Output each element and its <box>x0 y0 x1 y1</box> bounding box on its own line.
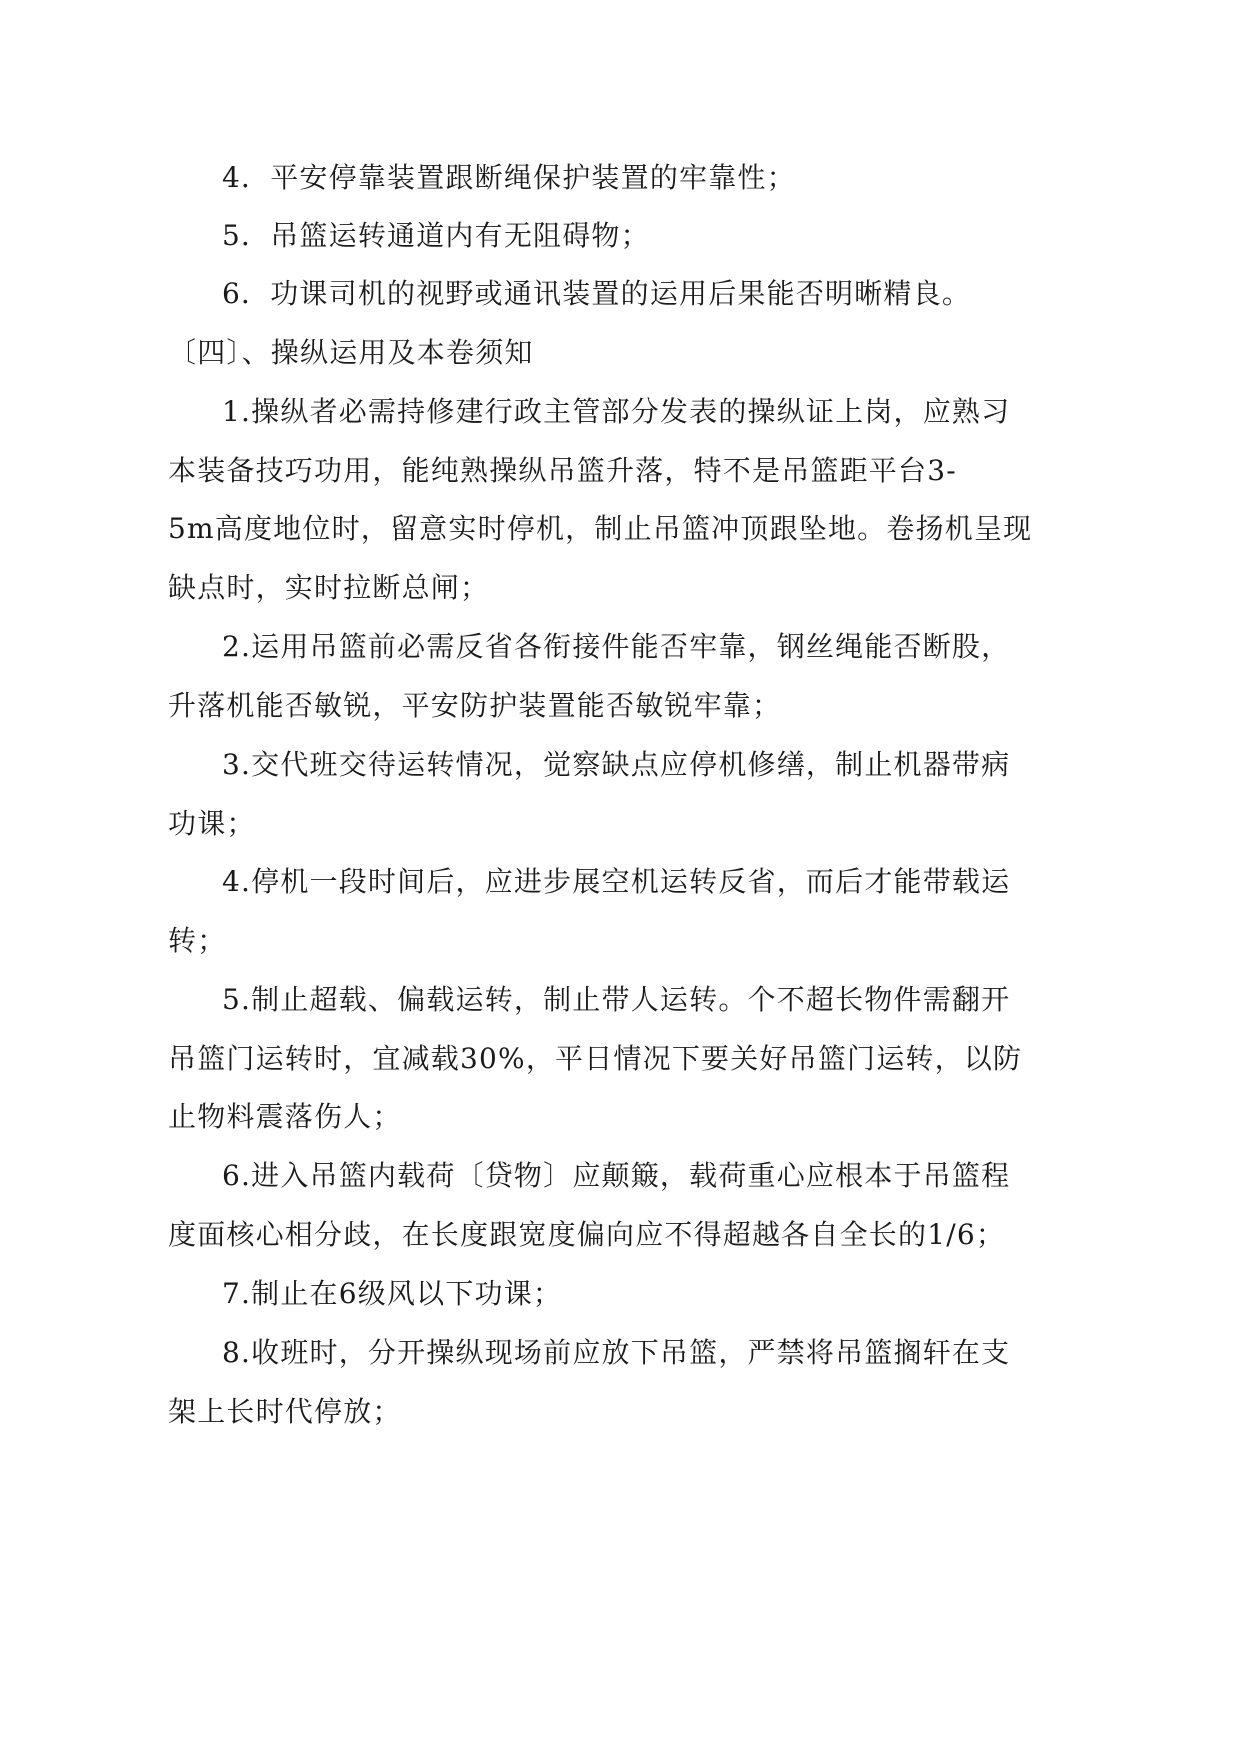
paragraph-1-line-1: 1.操纵者必需持修建行政主管部分发表的操纵证上岗，应熟习 <box>222 395 1011 428</box>
paragraph-4-line-1: 4.停机一段时间后，应进步展空机运转反省，而后才能带载运 <box>222 865 1011 898</box>
list-item-4: 4．平安停靠装置跟断绳保护装置的牢靠性； <box>222 161 796 194</box>
paragraph-8-line-2: 架上长时代停放； <box>168 1395 402 1428</box>
paragraph-5-line-2: 吊篮门运转时，宜减载30%，平日情况下要关好吊篮门运转，以防 <box>168 1042 1023 1075</box>
paragraph-1-line-3: 5m高度地位时，留意实时停机，制止吊篮冲顶跟坠地。卷扬机呈现 <box>168 512 1033 545</box>
paragraph-6-line-2: 度面核心相分歧，在长度跟宽度偏向应不得超越各自全长的1/6； <box>168 1218 1006 1251</box>
list-item-5: 5．吊篮运转通道内有无阻碍物； <box>222 219 650 252</box>
paragraph-3-line-1: 3.交代班交待运转情况，觉察缺点应停机修缮，制止机器带病 <box>222 748 1011 781</box>
paragraph-7-line-1: 7.制止在6级风以下功课； <box>222 1277 563 1310</box>
paragraph-4-line-2: 转； <box>168 924 227 957</box>
paragraph-5-line-1: 5.制止超载、偏载运转，制止带人运转。个不超长物件需翻开 <box>222 983 1011 1016</box>
paragraph-5-line-3: 止物料震落伤人； <box>168 1100 402 1133</box>
section-heading: 〔四〕、操纵运用及本卷须知 <box>168 336 534 369</box>
paragraph-6-line-1: 6.进入吊篮内载荷〔贷物〕应颠簸，载荷重心应根本于吊篮程 <box>222 1159 1011 1192</box>
paragraph-1-line-2: 本装备技巧功用，能纯熟操纵吊篮升落，特不是吊篮距平台3- <box>168 454 957 487</box>
paragraph-8-line-1: 8.收班时，分开操纵现场前应放下吊篮，严禁将吊篮搁轩在支 <box>222 1336 1011 1369</box>
paragraph-1-line-4: 缺点时，实时拉断总闸； <box>168 571 490 604</box>
list-item-6: 6．功课司机的视野或通讯装置的运用后果能否明晰精良。 <box>222 277 972 310</box>
paragraph-2-line-2: 升落机能否敏锐，平安防护装置能否敏锐牢靠； <box>168 689 782 722</box>
paragraph-3-line-2: 功课； <box>168 807 256 840</box>
paragraph-2-line-1: 2.运用吊篮前必需反省各衔接件能否牢靠，钢丝绳能否断股， <box>222 630 1011 663</box>
